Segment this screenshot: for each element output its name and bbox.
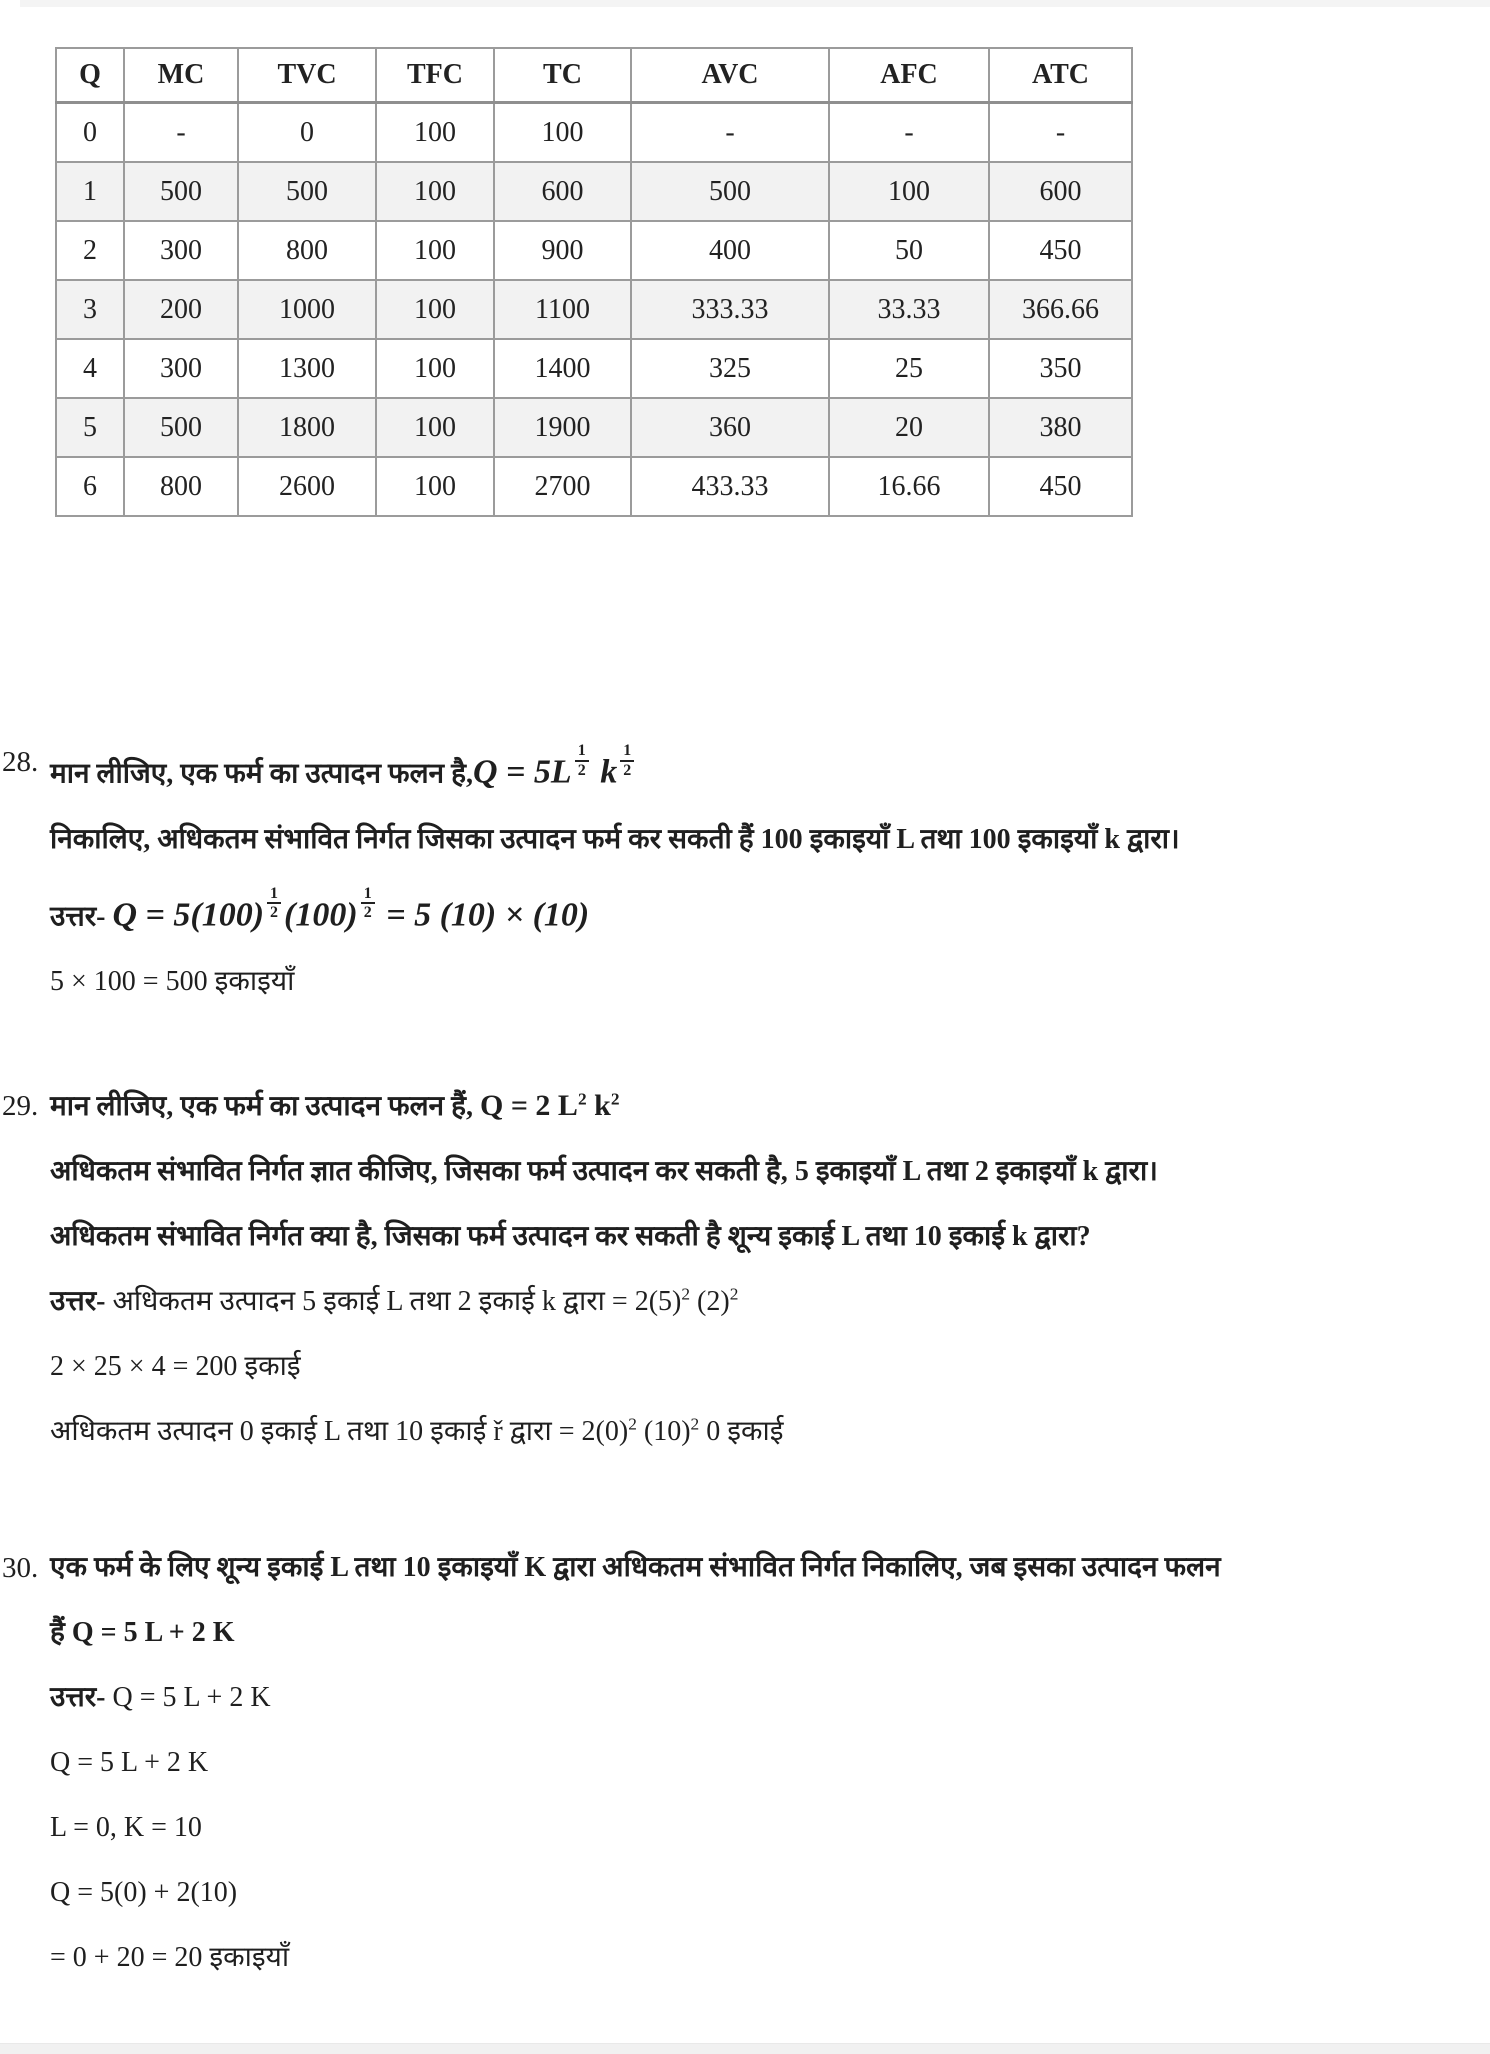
text-run: Q = 5(0) + 2(10)	[50, 1877, 238, 1908]
table-cell: 33.33	[829, 280, 989, 339]
page-bottom-edge	[0, 2043, 1490, 2054]
question-body	[50, 1548, 1478, 2003]
table-cell: 50	[829, 221, 989, 280]
column-header: Q	[56, 48, 124, 103]
table-cell: 4	[56, 339, 124, 398]
text-run: L	[841, 1221, 859, 1252]
table-cell: 100	[376, 398, 494, 457]
table-cell: 350	[989, 339, 1132, 398]
column-header: MC	[124, 48, 238, 103]
text-run: = 0 + 20 = 20 इकाइयाँ	[50, 1942, 290, 1973]
table-cell: 0	[56, 103, 124, 163]
table-cell: 20	[829, 398, 989, 457]
table-cell: -	[631, 103, 829, 163]
question-line	[50, 1217, 1478, 1257]
table-cell: 100	[376, 339, 494, 398]
column-header: TC	[494, 48, 631, 103]
column-header: ATC	[989, 48, 1132, 103]
text-run: द्वारा।	[1119, 823, 1180, 855]
question-line	[50, 1873, 1478, 1913]
table-cell: 500	[631, 162, 829, 221]
table-cell: 2700	[494, 457, 631, 516]
text-run: तथा	[858, 1221, 914, 1252]
fraction: $\frac{1}{2}$	[620, 742, 634, 779]
table-cell: 100	[829, 162, 989, 221]
text-run: द्वारा।	[1098, 1156, 1158, 1187]
text-run: 5	[794, 1156, 809, 1187]
table-cell: 500	[124, 398, 238, 457]
table-cell: -	[989, 103, 1132, 163]
text-run: उत्तर-	[50, 1286, 113, 1317]
table-cell: 360	[631, 398, 829, 457]
column-header: AFC	[829, 48, 989, 103]
table-cell: -	[829, 103, 989, 163]
text-run: L	[330, 1552, 348, 1583]
text-run: उत्तर-	[50, 901, 113, 933]
text-run: एक फर्म के लिए शून्य इकाई	[50, 1552, 331, 1583]
table-cell: 333.33	[631, 280, 829, 339]
table-cell: 450	[989, 457, 1132, 516]
question-block	[0, 742, 1478, 1027]
text-run: द्वारा?	[1027, 1221, 1091, 1252]
text-run: इकाइयाँ	[430, 1552, 525, 1583]
text-run: इकाइयाँ	[1010, 823, 1105, 855]
table-cell: 16.66	[829, 457, 989, 516]
question-line	[50, 1152, 1478, 1192]
text-run: इकाई	[941, 1221, 1013, 1252]
question-line	[50, 1086, 1478, 1127]
text-run: अधिकतम संभावित निर्गत क्या है, जिसका फर्म उत्पादन कर सकती है शून्य इकाई	[50, 1221, 842, 1252]
text-run: तथा	[919, 1156, 975, 1187]
text-run: 100	[760, 823, 803, 855]
superscript: 2	[610, 1089, 620, 1109]
table-cell: 100	[376, 103, 494, 163]
table-cell: 100	[376, 221, 494, 280]
text-run: 10	[913, 1221, 942, 1252]
text-run: इकाइयाँ	[988, 1156, 1083, 1187]
text-run: इकाइयाँ	[808, 1156, 903, 1187]
table-cell: 0	[238, 103, 376, 163]
text-run: (100)	[284, 896, 358, 934]
table-cell: -	[124, 103, 238, 163]
text-run: L	[902, 1156, 920, 1187]
question-line	[50, 1808, 1478, 1848]
text-run: मान लीजिए, एक फर्म का उत्पादन फलन हैं,	[50, 1091, 480, 1122]
table-cell: 100	[376, 457, 494, 516]
text-run: (2)	[690, 1286, 730, 1317]
column-header: TFC	[376, 48, 494, 103]
superscript: 2	[681, 1284, 691, 1304]
table-cell: 1900	[494, 398, 631, 457]
question-line	[50, 1282, 1478, 1322]
table-cell: 325	[631, 339, 829, 398]
question-line	[50, 1613, 1478, 1653]
table-cell: 3	[56, 280, 124, 339]
fraction: $\frac{1}{2}$	[575, 742, 589, 779]
text-run: 100	[968, 823, 1011, 855]
text-run: L	[896, 823, 914, 855]
table-cell: 600	[494, 162, 631, 221]
table-cell: 500	[124, 162, 238, 221]
text-run: हैं	[50, 1617, 72, 1648]
table-cell: 300	[124, 339, 238, 398]
text-run: Q = 5 L + 2 K	[71, 1617, 235, 1648]
question-line	[50, 885, 1478, 938]
superscript: 2	[628, 1414, 637, 1434]
table-cell: 600	[989, 162, 1132, 221]
text-run: k	[591, 753, 618, 791]
question-block	[0, 1548, 1478, 2003]
superscript: 2	[729, 1284, 739, 1304]
table-cell: 1100	[494, 280, 631, 339]
table-cell: 1	[56, 162, 124, 221]
text-run: 2	[974, 1156, 989, 1187]
table-cell: 366.66	[989, 280, 1132, 339]
text-run: मान लीजिए, एक फर्म का उत्पादन फलन है,	[50, 758, 473, 790]
table-cell: 1400	[494, 339, 631, 398]
question-line	[50, 1678, 1478, 1718]
table-cell: 5	[56, 398, 124, 457]
question-number: 29.	[2, 1090, 39, 1122]
table-cell: 900	[494, 221, 631, 280]
table-cell: 200	[124, 280, 238, 339]
fraction: $\frac{1}{2}$	[361, 885, 375, 922]
table-cell: 100	[376, 162, 494, 221]
question-body	[50, 1086, 1478, 1477]
text-run: Q = 5L	[472, 753, 572, 791]
table-cell: 2600	[238, 457, 376, 516]
table-cell: 1000	[238, 280, 376, 339]
question-line	[50, 742, 1478, 795]
fraction: $\frac{1}{2}$	[267, 885, 281, 922]
question-number: 28.	[2, 746, 39, 778]
table-cell: 6	[56, 457, 124, 516]
question-line	[50, 962, 1478, 1002]
table-cell: 25	[829, 339, 989, 398]
text-run: Q = 5 L + 2 K	[50, 1747, 209, 1778]
text-run: 0 इकाई	[699, 1416, 784, 1447]
text-run: Q = 5(100)	[112, 896, 265, 934]
table-cell: 380	[989, 398, 1132, 457]
question-body	[50, 742, 1478, 1027]
text-run: K	[524, 1552, 547, 1583]
table-cell: 1300	[238, 339, 376, 398]
text-run: k	[1012, 1221, 1028, 1252]
text-run: तथा	[913, 823, 969, 855]
question-line	[50, 1412, 1478, 1452]
text-run: इकाइयाँ	[802, 823, 897, 855]
text-run: k	[1104, 823, 1120, 855]
text-run: 10	[402, 1552, 431, 1583]
text-run: अधिकतम उत्पादन 5 इकाई L तथा 2 इकाई k द्वारा = 2(5)	[112, 1286, 682, 1317]
text-run: Q = 5 L + 2 K	[112, 1682, 271, 1713]
text-run: 2 × 25 × 4 = 200 इकाई	[50, 1351, 301, 1382]
question-line	[50, 820, 1478, 860]
text-run: k	[1082, 1156, 1099, 1187]
table-cell: 800	[238, 221, 376, 280]
table-cell: 400	[631, 221, 829, 280]
question-block	[0, 1086, 1478, 1477]
question-line	[50, 1548, 1478, 1588]
table-cell: 100	[376, 280, 494, 339]
superscript: 2	[577, 1089, 587, 1109]
column-header: AVC	[631, 48, 829, 103]
table-cell: 450	[989, 221, 1132, 280]
table-cell: 800	[124, 457, 238, 516]
text-run: अधिकतम संभावित निर्गत ज्ञात कीजिए, जिसका फर्म उत्पादन कर सकती है,	[50, 1156, 795, 1187]
question-number: 30.	[2, 1552, 39, 1584]
text-run: द्वारा अधिकतम संभावित निर्गत निकालिए, जब इसका उत्पादन फलन	[546, 1552, 1221, 1583]
text-run: (10)	[636, 1416, 691, 1447]
text-run: तथा	[347, 1552, 403, 1583]
text-run: निकालिए, अधिकतम संभावित निर्गत जिसका उत्पादन फर्म कर सकती हैं	[50, 823, 761, 855]
text-run: = 5 (10) × (10)	[377, 896, 590, 934]
text-run: Q = 2 L	[479, 1089, 578, 1122]
text-run: अधिकतम उत्पादन 0 इकाई L तथा 10 इकाई ř द्वारा = 2(0)	[50, 1416, 629, 1447]
column-header: TVC	[238, 48, 376, 103]
table-cell: 433.33	[631, 457, 829, 516]
question-line	[50, 1743, 1478, 1783]
table-cell: 300	[124, 221, 238, 280]
table-cell: 1800	[238, 398, 376, 457]
table-cell: 2	[56, 221, 124, 280]
text-run: उत्तर-	[50, 1682, 113, 1713]
table-cell: 100	[494, 103, 631, 163]
question-line	[50, 1347, 1478, 1387]
question-line	[50, 1938, 1478, 1978]
superscript: 2	[690, 1414, 700, 1434]
text-run: 5 × 100 = 500 इकाइयाँ	[50, 966, 295, 998]
text-run: L = 0, K = 10	[50, 1812, 202, 1843]
table-cell: 500	[238, 162, 376, 221]
text-run: k	[586, 1089, 611, 1122]
